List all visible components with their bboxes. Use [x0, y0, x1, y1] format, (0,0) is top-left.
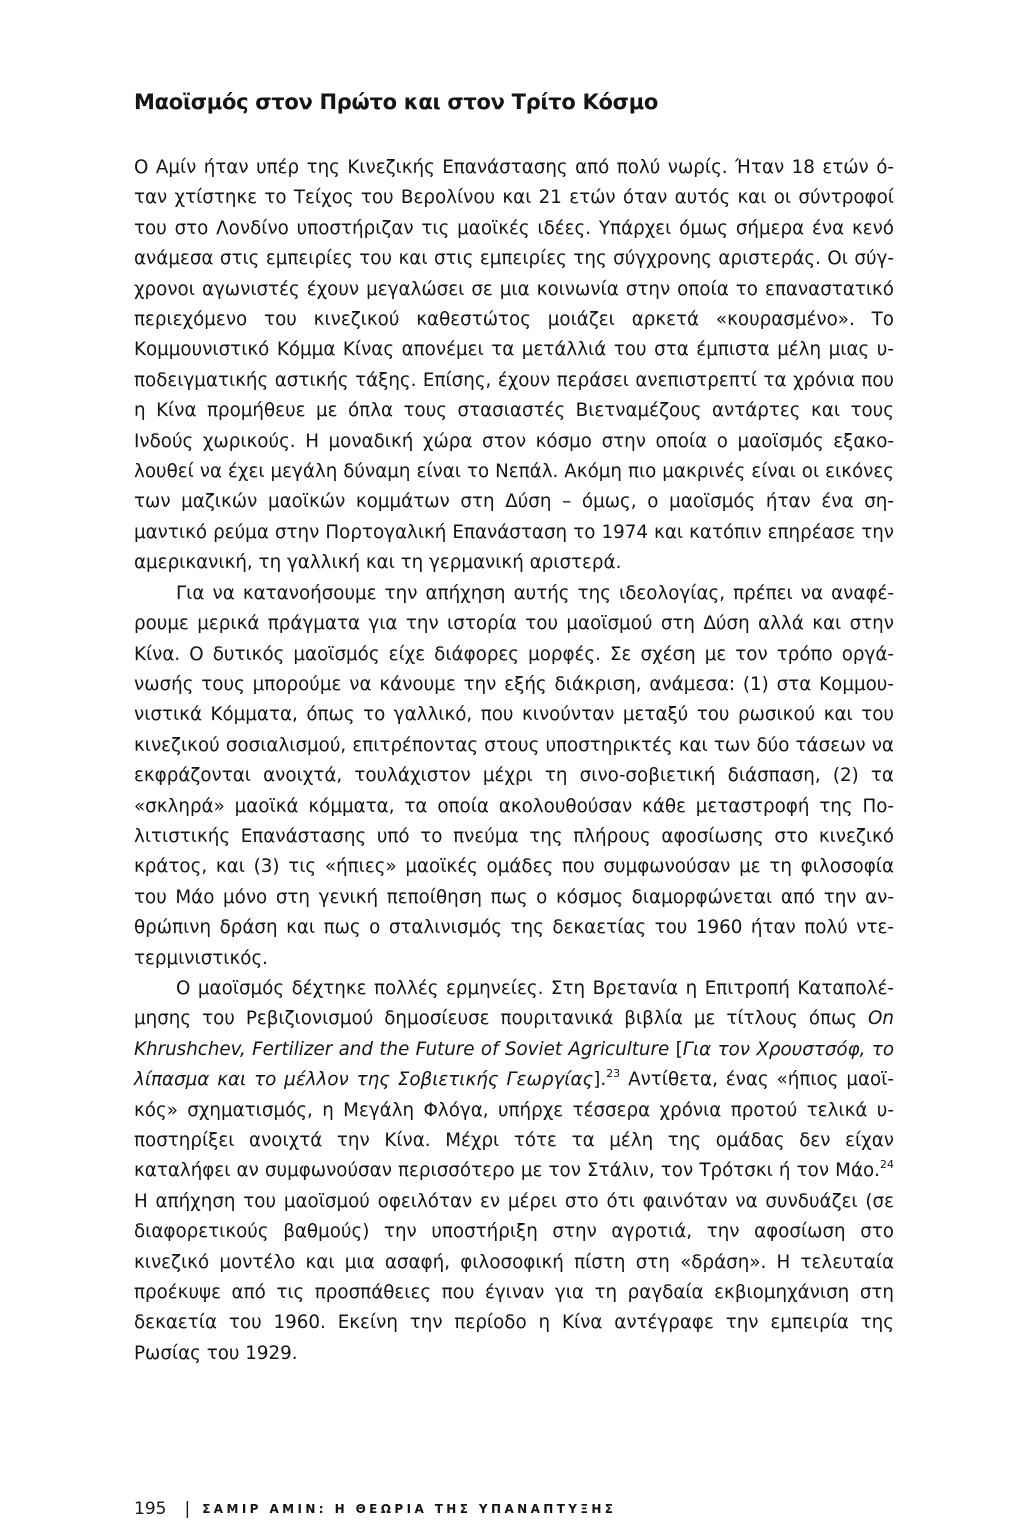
page-number: 195 — [134, 1499, 167, 1519]
body-text — [134, 153, 894, 1369]
footnote-ref-23: 23 — [606, 1067, 621, 1081]
paragraph-1 — [134, 153, 894, 579]
paragraph-text: Η απήχηση του μαοϊσμού οφειλόταν εν μέρει στο ότι φαινόταν να συνδυάζει (σε διαφορετικούς βαθμούς) την υποστήριξη στην αγροτιά, την αφοσίωση στο κινεζικό μοντέλο και μια ασαφή, φιλοσοφική πίστη στη «δράση». Η τελευταία προέκυψε από τις προσπάθειες που έγιναν για τη ραγδαία εκβιομηχάνιση στη δεκαετία του 1960. Εκείνη την περίοδο η Κίνα αντέγραφε την εμπειρία της Ρωσίας του 1929. — [134, 1190, 894, 1364]
paragraph-text: Αντίθετα, ένας «ήπιος μαοϊκός» σχηματισμός, η Μεγάλη Φλόγα, υπήρχε τέσσερα χρόνια προτού τελικά υποστηρίξει ανοιχτά την Κίνα. Μέχρι τότε τα μέλη της ομάδας δεν είχαν καταλήφει αν συμφωνούσαν περισσότερο με τον Στάλιν, τον Τρότσκι ή τον Μάο. — [134, 1069, 894, 1182]
running-title: ΣΑΜΙΡ ΑΜΙΝ: Η ΘΕΩΡΙΑ ΤΗΣ ΥΠΑΝΑΠΤΥΞΗΣ — [202, 1502, 617, 1516]
footer-separator: | — [184, 1499, 191, 1519]
greek-book-title: Για τον Χρουστσόφ, το λίπασμα και το μέλλον της Σοβιετικής Γεωργίας — [134, 1038, 895, 1091]
paragraph-3 — [134, 974, 894, 1369]
english-book-title: On Khrushchev, Fertilizer and the Future of Soviet Agriculture — [134, 1008, 894, 1060]
paragraph-text: Για να κατανοήσουμε την απήχηση αυτής της ιδεολογίας, πρέπει να αναφέρουμε μερικά πράγματα για την ιστορία του μαοϊσμού στη Δύση αλλά και στην Κίνα. Ο δυτικός μαοϊσμός είχε διάφορες μορφές. Σε σχέση με τον τρόπο οργάνωσής τους μπορούμε να κάνουμε την εξής διάκριση, ανάμεσα: (1) στα Κομμουνιστικά Κόμματα, όπως το γαλλικό, που κινούνταν μεταξύ του ρωσικού και του κινεζικού σοσιαλισμού, επιτρέποντας στους υποστηρικτές και των δύο τάσεων να εκφράζονται ανοιχτά, τουλάχιστον μέχρι τη σινο-σοβιετική διάσπαση, (2) τα «σκληρά» μαοϊκά κόμματα, τα οποία ακολουθούσαν κάθε μεταστροφή της Πολιτιστικής Επανάστασης υπό το πνεύμα της πλήρους αφοσίωσης στο κινεζικό κράτος, και (3) τις «ήπιες» μαοϊκές ομάδες που συμφωνούσαν με τη φιλοσοφία του Μάο μόνο στη γενική πεποίθηση πως ο κόσμος διαμορφώνεται από την ανθρώπινη δράση και πως ο σταλινισμός της δεκαετίας του 1960 ήταν πολύ ντετερμινιστικός. — [134, 582, 894, 969]
paragraph-text: Ο μαοϊσμός δέχτηκε πολλές ερμηνείες. Στη Βρετανία η Επιτροπή Καταπολέμησης του Ρεβιζιονισμού δημοσίευσε πουριτανικά βιβλία με τίτλους όπως — [134, 977, 894, 1030]
page-footer — [134, 1494, 894, 1524]
paragraph-2 — [134, 579, 894, 974]
paragraph-text: Ο Αμίν ήταν υπέρ της Κινεζικής Επανάστασης από πολύ νωρίς. Ήταν 18 ετών όταν χτίστηκε το Τείχος του Βερολίνου και 21 ετών όταν αυτός και οι σύντροφοί του στο Λονδίνο υποστήριζαν τις μαοϊκές ιδέες. Υπάρχει όμως σήμερα ένα κενό ανάμεσα στις εμπειρίες του και στις εμπειρίες της σύγχρονης αριστεράς. Οι σύγχρονοι αγωνιστές έχουν μεγαλώσει σε μια κοινωνία στην οποία το επαναστατικό περιεχόμενο του κινεζικού καθεστώτος μοιάζει αρκετά «κουρασμένο». Το Κομμουνιστικό Κόμμα Κίνας απονέμει τα μετάλλιά του στα έμπιστα μέλη μιας υποδειγματικής αστικής τάξης. Επίσης, έχουν περάσει ανεπιστρεπτί τα χρόνια που η Κίνα προμήθευε με όπλα τους στασιαστές Βιετναμέζους αντάρτες και τους Ινδούς χωρικούς. Η μοναδική χώρα στον κόσμο στην οποία ο μαοϊσμός εξακολουθεί να έχει μεγάλη δύναμη είναι το Νεπάλ. Ακόμη πιο μακρινές είναι οι εικόνες των μαζικών μαοϊκών κομμάτων στη Δύση – όμως, ο μαοϊσμός ήταν ένα σημαντικό ρεύμα στην Πορτογαλική Επανάσταση το 1974 και κατόπιν επηρέασε την αμερικανική, τη γαλλική και τη γερμανική αριστερά. — [134, 157, 894, 574]
bracket-close: ]. — [593, 1069, 607, 1091]
bracket-open: [ — [669, 1038, 683, 1060]
footnote-ref-24: 24 — [880, 1158, 894, 1172]
section-heading: Μαοϊσμός στον Πρώτο και στον Τρίτο Κόσμο — [134, 90, 658, 114]
